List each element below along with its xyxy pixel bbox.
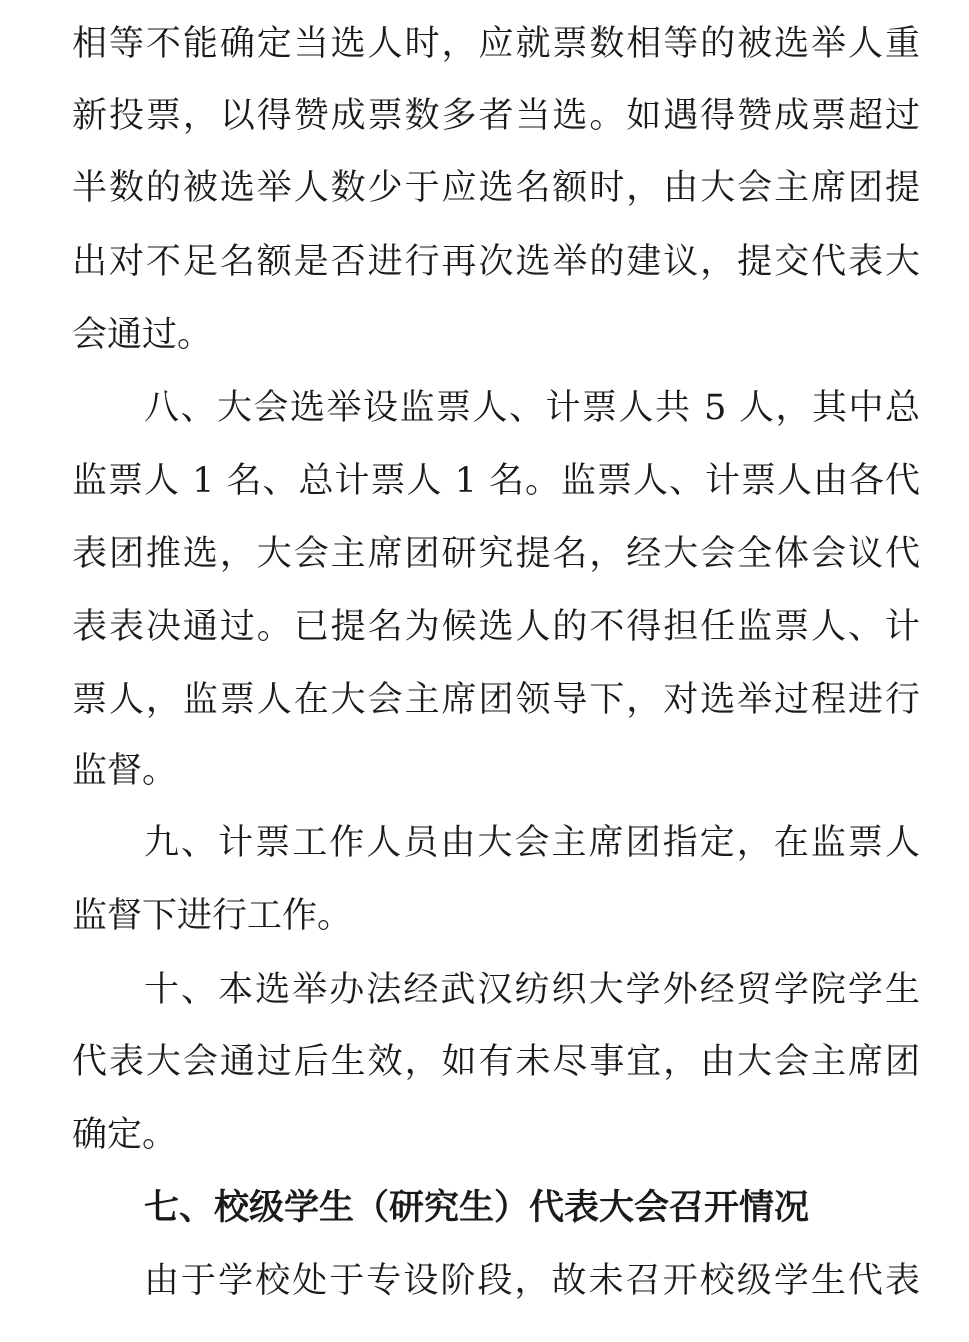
paragraph-start-line: 十、本选举办法经武汉纺织大学外经贸学院学生	[144, 970, 920, 1010]
text-line: 监票人 1 名、总计票人 1 名。监票人、计票人由各代	[72, 461, 920, 501]
text-line: 出对不足名额是否进行再次选举的建议，提交代表大	[72, 242, 920, 282]
text-line: 新投票，以得赞成票数多者当选。如遇得赞成票超过	[72, 96, 920, 136]
text-line: 会通过。	[72, 315, 213, 355]
text-line: 表表决通过。已提名为候选人的不得担任监票人、计	[72, 607, 920, 647]
text-line: 票人，监票人在大会主席团领导下，对选举过程进行	[72, 680, 920, 720]
text-line: 半数的被选举人数少于应选名额时，由大会主席团提	[72, 168, 920, 208]
section-heading: 七、校级学生（研究生）代表大会召开情况	[144, 1188, 810, 1228]
paragraph-start-line: 九、计票工作人员由大会主席团指定，在监票人	[144, 823, 920, 863]
text-line: 确定。	[72, 1115, 178, 1155]
text-line: 监督下进行工作。	[72, 896, 353, 936]
text-line: 相等不能确定当选人时，应就票数相等的被选举人重	[72, 24, 920, 64]
paragraph-start-line: 八、大会选举设监票人、计票人共 5 人，其中总	[144, 388, 920, 428]
paragraph-start-line: 由于学校处于专设阶段，故未召开校级学生代表	[144, 1261, 920, 1301]
text-line: 代表大会通过后生效，如有未尽事宜，由大会主席团	[72, 1042, 920, 1082]
text-line: 表团推选，大会主席团研究提名，经大会全体会议代	[72, 534, 920, 574]
text-line: 监督。	[72, 751, 178, 791]
